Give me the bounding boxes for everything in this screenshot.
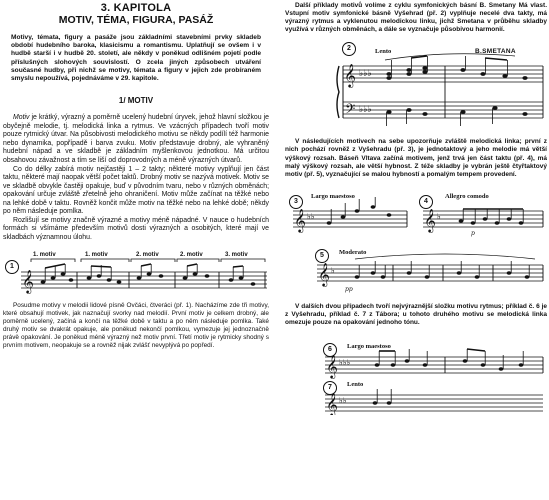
music-example-5 xyxy=(285,241,547,295)
svg-text:♭♭♭: ♭♭♭ xyxy=(339,358,351,368)
svg-text:𝄞: 𝄞 xyxy=(424,207,436,232)
svg-text:𝄞: 𝄞 xyxy=(22,269,34,294)
example-number: 4 xyxy=(419,195,433,209)
motiv-paragraph-1-text: je krátký, výrazný a poměrně ucelený hudební úryvek, jehož hlavní složkou je obyčejně melodie, tj. melodická linka a rytmus. Ve vzácných případech tvoří motiv pouze rytmický útvar. Na působivosti melodického motivu se někdy podílí též harmonie nebo dynamika, popřípadě i barva zvuku. Motiv představuje drobný, ale vyhraněný hudební nápad a ve skladbě je základním myšlenkovou jednotkou. Má určitou obsahovou závažnost a tím se liší od doprovodných a méně výrazných útvarů. xyxy=(3,114,269,164)
rhythm-paragraph: V dalších dvou případech tvoří nejvýraznější složku motivu rytmus; příklad č. 6 je z Vyšehradu, příklad č. 7 z Tábora; u tohoto druhého motivu se melodická linka omezuje pouze na opakování jednoho tónu. xyxy=(285,302,547,327)
music-example-1 xyxy=(3,252,269,298)
svg-text:♭♭: ♭♭ xyxy=(339,396,347,406)
motif-label: 1. motiv xyxy=(85,252,108,259)
chapter-title: MOTIV, TÉMA, FIGURA, PASÁŽ xyxy=(58,14,214,26)
tempo-marking: Largo maestoso xyxy=(347,343,391,351)
example-number: 5 xyxy=(315,249,329,263)
music-example-2 xyxy=(285,40,547,132)
composer-name: B.SMETANA xyxy=(475,48,516,56)
example-number: 2 xyxy=(342,42,356,56)
svg-text:𝄢: 𝄢 xyxy=(345,101,356,121)
motif-label: 3. motiv xyxy=(225,252,248,259)
music-examples-3-4 xyxy=(285,189,547,239)
staff-example-2 xyxy=(285,40,547,132)
motiv-paragraph-1 xyxy=(3,114,269,165)
tempo-marking: Largo maestoso xyxy=(311,192,355,200)
example-number: 6 xyxy=(323,343,337,357)
tempo-marking: Lento xyxy=(375,48,392,56)
svg-text:pp: pp xyxy=(345,285,353,293)
motiv-paragraph-4: Posudme motivy v melodii lidové písně Ovčáci, čtveráci (př. 1). Nacházíme zde tři motivy, které obsahují motivek, jak naznačují svorky nad melodií. První motiv je celkem drobný, ale poměrně ucelený, začíná a končí na těžké době v taktu a po něm následuje pomlka. Také druhý motiv se dvakrát opakuje, ale poněkud nekončí pomlkou, vymezuje jej jednoznačně právě opakování. Je poněkud méně výrazný než motiv první. Třetí motiv je rytmicky shodný s prvním motivem, neopakuje se a rovněž nijak zvlášť nevyplývá po popředí. xyxy=(3,302,269,350)
svg-text:♭♭♭: ♭♭♭ xyxy=(359,69,372,80)
staff-example-7 xyxy=(285,379,547,415)
svg-text:♭: ♭ xyxy=(331,265,335,275)
example-number: 7 xyxy=(323,381,337,395)
tempo-marking: Allegro comodo xyxy=(445,192,489,200)
svg-text:𝄞: 𝄞 xyxy=(294,207,306,232)
motiv-paragraph-3: Rozlišují se motivy značně výrazné a motivy méně nápadné. V nauce o hudebních formách si všímáme především motivů dosti výrazných a osobitých, které mají ve skladbách významnou úlohu. xyxy=(3,216,269,241)
tempo-marking: Moderato xyxy=(339,248,367,256)
section-heading: 1/ MOTIV xyxy=(118,96,154,106)
left-column xyxy=(3,0,269,350)
svg-text:𝄞: 𝄞 xyxy=(326,392,338,416)
svg-text:𝄞: 𝄞 xyxy=(318,261,330,286)
music-example-6 xyxy=(285,339,547,379)
smetana-paragraph: Další příklady motivů volíme z cyklu symfonických básní B. Smetany Má vlast. Vstupní motiv symfonické básně Vyšehrad (př. 2) vyplňuje necelé dva takty, má výrazný rytmus a vyklenutou melodickou linku, jichž Smetana v průběhu skladby využívá v různých obměnách, a dále se vyznačuje působivou harmonií. xyxy=(285,2,547,34)
melodic-line-paragraph: V následujících motivech na sebe upozorňuje zvláště melodická linka; první z nich pochází rovněž z Vyšehradu (př. 3), je jednotaktový a jeho melodie má větší výškový rozsah. Báseň Vltava začíná motivem, jenž trvá jen část taktu (př. 4), má malý výškový rozsah, ale větší hybnost. Z téže skladby je vybrán ještě čtyřtaktový motiv (př. 5), vyznačující se malou hybností a pomalým tempem provedení. xyxy=(285,138,547,178)
right-column xyxy=(285,0,547,415)
staff-example-5 xyxy=(285,241,547,295)
chapter-number: 3. KAPITOLA xyxy=(100,2,172,14)
motif-label: 2. motiv xyxy=(136,252,159,259)
svg-text:♭: ♭ xyxy=(437,211,441,221)
music-example-7 xyxy=(285,379,547,415)
staff-example-6 xyxy=(285,339,547,379)
motif-label: 1. motiv xyxy=(33,252,56,259)
svg-text:♭♭: ♭♭ xyxy=(307,211,315,221)
motif-label: 2. motiv xyxy=(180,252,203,259)
svg-text:𝄞: 𝄞 xyxy=(326,354,338,379)
svg-text:♭♭♭: ♭♭♭ xyxy=(359,105,372,116)
motiv-paragraph-2: Co do délky zabírá motiv nejčastěji 1 – 2 takty; některé motivy vyplňují jen část taktu, některé mají naopak větší počet taktů. Drobný motiv se nazývá motivek. Motiv se ve skladbě obvykle častěji opakuje, buď v původním tvaru, nebo v různých obměnách; opakování určuje zvláště zřetelně jeho ohraničení. Motiv může začínat na těžké nebo na lehké době v taktu. Rovněž končit může motiv na těžké nebo na lehké době; někdy po něm následuje pomlka. xyxy=(3,165,269,216)
svg-text:p: p xyxy=(471,229,475,237)
example-number: 3 xyxy=(289,195,303,209)
motiv-term: Motiv xyxy=(13,114,30,122)
tempo-marking: Lento xyxy=(347,381,364,389)
svg-text:𝄞: 𝄞 xyxy=(344,63,356,88)
intro-paragraph: Motivy, témata, figury a pasáže jsou základními stavebními prvky skladeb období hudebního baroka, klasicismu a romantismu. Uplatňují se ovšem i v hudbě starší i v hudbě 20. století, ale někdy v poněkud odlišném pojetí podle příslušných slohových souvislostí. O zcela jiných způsobech utváření současné hudby, při nichž se motivy, témata a figury v jejich zde probíraném smyslu nepoužívá, pojednáváme v 29. kapitole. xyxy=(11,34,261,83)
staff-example-1 xyxy=(3,252,269,298)
example-number: 1 xyxy=(5,260,19,274)
staff-examples-3-4 xyxy=(285,189,547,239)
